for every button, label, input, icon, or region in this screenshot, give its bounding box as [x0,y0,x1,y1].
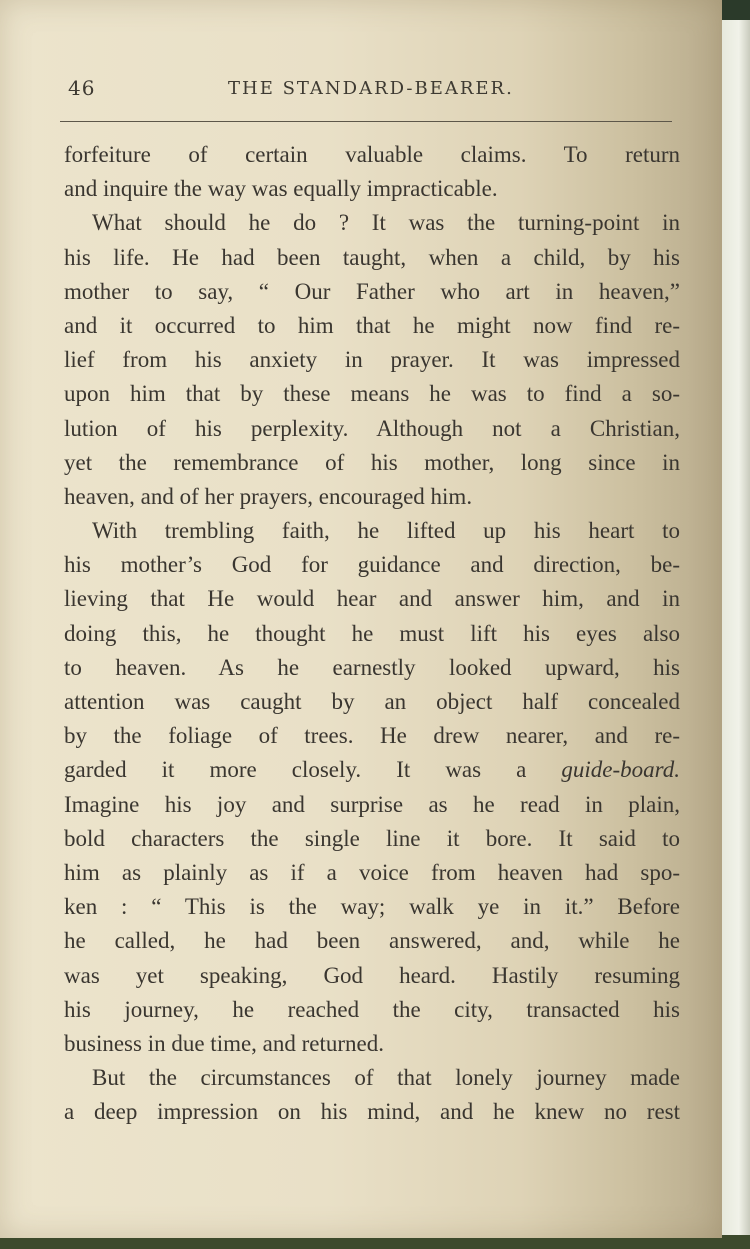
text-line: lief from his anxiety in prayer. It was impressed [64,347,680,373]
text-line: his life. He had been taught, when a child, by his [64,244,680,270]
text-line: mother to say, “ Our Father who art in heaven,” [64,278,680,304]
text-line-with-italic [64,753,680,787]
text-line: forfeiture of certain valuable claims. To return [64,142,680,167]
page-number: 46 [68,76,96,100]
text-line: bold characters the single line it bore. It said to [64,825,680,851]
text-line: attention was caught by an object half concealed [64,689,680,714]
text-line: his journey, he reached the city, transacted his [64,996,680,1022]
text-line: a deep impression on his mind, and he knew no rest [64,1099,680,1125]
text-line: heaven, and of her prayers, encouraged him. [64,483,473,509]
text-line: him as plainly as if a voice from heaven had spo- [64,859,680,885]
text-line: upon him that by these means he was to find a so- [64,381,680,407]
text-line: With trembling faith, he lifted up his heart to [92,518,680,544]
text-line: But the circumstances of that lonely journey made [92,1065,680,1091]
text-line: yet the remembrance of his mother, long since in [64,449,680,475]
text-segment: garded it more closely. It was a [64,757,527,783]
text-line: doing this, he thought he must lift his eyes also [64,620,680,646]
text-line: was yet speaking, God heard. Hastily resuming [64,962,680,988]
page-header [68,76,678,106]
next-page-edge [722,20,750,1235]
header-rule [60,121,672,122]
body-text [64,138,680,1129]
text-line: to heaven. As he earnestly looked upward, his [64,654,680,680]
running-title: THE STANDARD-BEARER. [228,78,514,99]
text-line: he called, he had been answered, and, while he [64,928,680,954]
text-line: and it occurred to him that he might now find re- [64,312,680,338]
text-line: ken : “ This is the way; walk ye in it.” Before [64,894,680,920]
text-line: business in due time, and returned. [64,1030,385,1056]
text-line: his mother’s God for guidance and direction, be- [64,552,680,578]
text-line: What should he do ? It was the turning-point in [92,210,680,236]
text-line: lieving that He would hear and answer him, and in [64,586,680,612]
text-line: and inquire the way was equally impracticable. [64,176,498,202]
text-line: by the foliage of trees. He drew nearer, and re- [64,723,680,749]
binding-edge-top [722,0,750,20]
text-line: Imagine his joy and surprise as he read in plain, [64,791,680,817]
text-line: lution of his perplexity. Although not a Christian, [64,415,680,441]
italic-word: guide-board. [561,757,681,783]
